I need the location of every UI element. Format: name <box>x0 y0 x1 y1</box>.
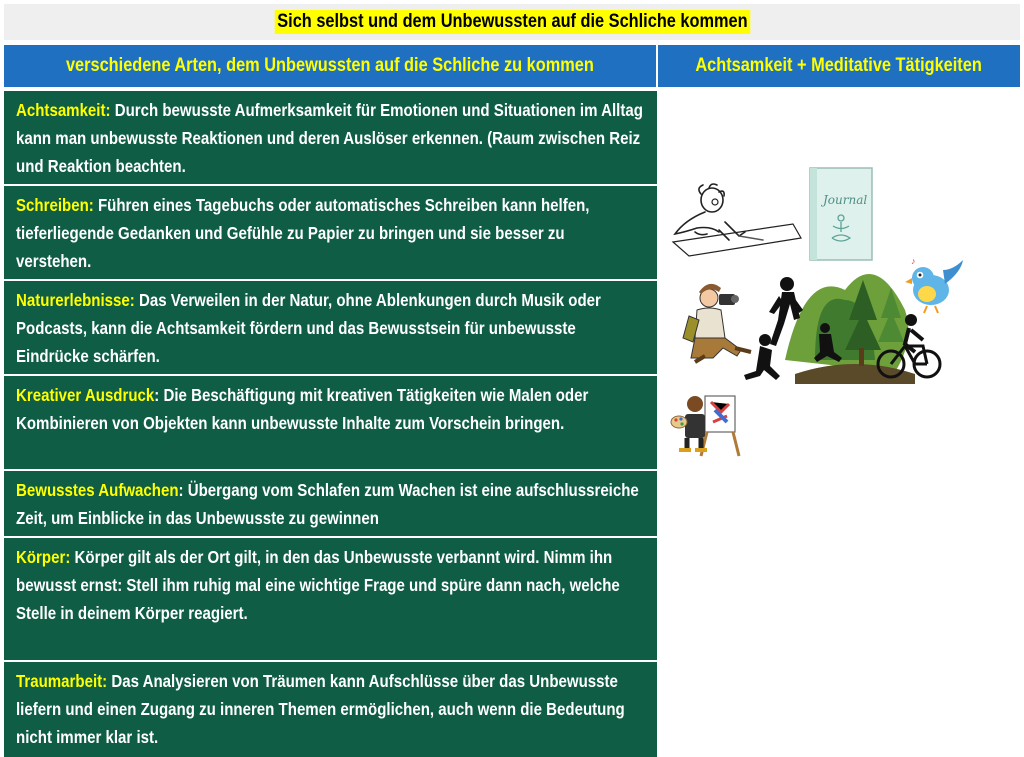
item-keyword: Traumarbeit: <box>16 671 108 691</box>
journal-icon <box>810 168 872 260</box>
list-item <box>4 91 657 186</box>
header-left <box>4 45 656 87</box>
item-keyword: Achtsamkeit: <box>16 100 111 120</box>
forest-walkers-icon <box>744 274 915 384</box>
item-keyword: Schreiben: <box>16 195 94 215</box>
item-keyword: Körper: <box>16 547 71 567</box>
list-item <box>4 281 657 376</box>
list-item <box>4 376 657 471</box>
list-item <box>4 538 657 662</box>
title-bar <box>4 4 1020 40</box>
item-text: Körper gilt als der Ort gilt, in den das Unbewusste verbannt wird. Nimm ihn bewusst ernst: Stell ihm ruhig mal eine wichtige Frage und spüre dann nach, welche Stelle in deinem Körper reagiert. <box>16 547 620 623</box>
list-item <box>4 662 657 757</box>
bird-icon <box>905 256 963 313</box>
item-keyword: Naturerlebnisse: <box>16 290 135 310</box>
journal-cover-text: Journal <box>823 193 868 207</box>
table-header <box>4 45 1020 87</box>
list-item <box>4 471 657 538</box>
illustrations <box>665 160 965 470</box>
method-list <box>4 91 657 757</box>
item-text: Das Analysieren von Träumen kann Aufschlüsse über das Unbewusste liefern und einen Zugang zu inneren Themen ermöglichen, auch wenn die Bedeutung nicht immer klar ist. <box>16 671 625 747</box>
photographer-icon <box>683 284 751 362</box>
writing-person-icon <box>673 184 801 256</box>
svg-text:♪: ♪ <box>911 256 916 266</box>
item-text: Das Verweilen in der Natur, ohne Ablenkungen durch Musik oder Podcasts, kann die Achtsamkeit fördern und das Bewusstsein für unbewusste Eindrücke schärfen. <box>16 290 601 366</box>
page-title: Sich selbst und dem Unbewussten auf die Schliche kommen <box>274 10 749 34</box>
item-text: : Übergang vom Schlafen zum Wachen ist eine aufschlussreiche Zeit, um Einblicke in das Unbewusste zu gewinnen <box>16 480 639 528</box>
item-text: : Die Beschäftigung mit kreativen Tätigkeiten wie Malen oder Kombinieren von Objekten kann unbewusste Inhalte zum Vorschein bringen. <box>16 385 589 433</box>
item-keyword: Kreativer Ausdruck <box>16 385 155 405</box>
header-right <box>656 45 1020 87</box>
painter-icon <box>671 396 739 456</box>
item-keyword: Bewusstes Aufwachen <box>16 480 179 500</box>
item-text: Durch bewusste Aufmerksamkeit für Emotionen und Situationen im Alltag kann man unbewusste Reaktionen und deren Auslöser erkennen. (Raum zwischen Reiz und Reaktion beachten. <box>16 100 643 176</box>
header-left-label: verschiedene Arten, dem Unbewussten auf die Schliche zu kommen <box>66 55 594 76</box>
item-text: Führen eines Tagebuchs oder automatisches Schreiben kann helfen, tieferliegende Gedanken und Gefühle zu Papier zu bringen und sie besser zu verstehen. <box>16 195 590 271</box>
list-item <box>4 186 657 281</box>
header-right-label: Achtsamkeit + Meditative Tätigkeiten <box>695 55 983 76</box>
